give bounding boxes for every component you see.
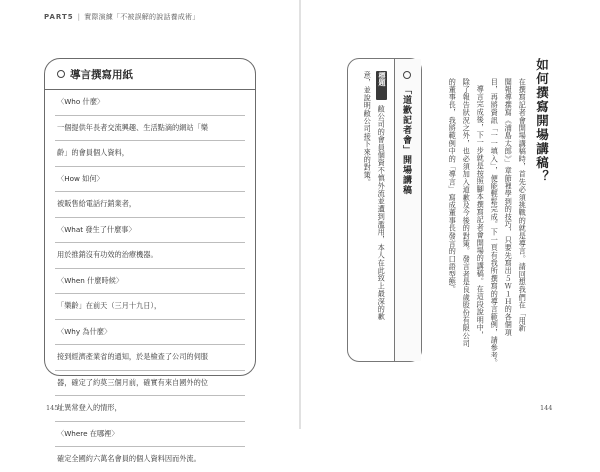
template-row-where-heading: 〈Where 在哪裡〉 — [55, 422, 245, 448]
example-text-column: 意，並說明敝公司接下來的對策。 — [363, 71, 373, 187]
body-column: 除了報告狀況之外，也必須加入道歉及今後的對策。發言者是良歲股份有限公司 — [462, 78, 472, 348]
body-column: 聞報導撰寫《浦島太郎》」章節裡學到的技巧，只要先寫出５Ｗ１Ｈ的各個項 — [504, 78, 514, 337]
template-title: 導言撰寫用紙 — [70, 68, 133, 81]
template-row-why-heading: 〈Why 為什麼〉 — [55, 320, 245, 346]
template-row: 器，確定了約莫三個月前，確實有來自國外的位 — [55, 371, 245, 397]
chapter-title: 實際演練「不被誤解的說話養成術」 — [84, 13, 200, 21]
template-row-how-heading: 〈How 如何〉 — [55, 167, 245, 193]
template-row: 齡」的會員個人資料， — [55, 141, 245, 167]
template-row: 一個提供年長者交流興趣、生活點滴的網站「樂 — [55, 116, 245, 142]
template-row: 址異常登入的情形， — [55, 396, 245, 422]
template-row: 接到經濟產業省的通知，於是檢查了公司的伺服 — [55, 345, 245, 371]
title-tag-label: 標題 — [378, 72, 386, 86]
template-row: 被販售給電話行銷業者， — [55, 192, 245, 218]
template-row-when-heading: 〈When 什麼時候〉 — [55, 269, 245, 295]
left-page-number: 145 — [46, 404, 59, 412]
body-column: 在撰寫記者會開場講稿時，首先必須挑戰的就是導言。請回想我們在「用新 — [518, 78, 528, 333]
template-row: 用於推銷沒有功效的治療機器。 — [55, 243, 245, 269]
body-column: 目，再將資訊「一一填入」，便能輕鬆完成。下一頁有我所撰寫的導言範例，請參考。 — [490, 78, 500, 367]
running-header: PART5 | 實際演練「不被誤解的說話養成術」 — [44, 13, 200, 21]
apology-speech-example-box — [347, 58, 422, 362]
section-question-title: 如何撰寫開場講稿？ — [534, 58, 550, 184]
page-gutter — [299, 0, 301, 429]
template-row: 確定全國約六萬名會員的個人資料因而外流。 — [57, 454, 201, 464]
template-row-what-heading: 〈What 發生了什麼事〉 — [55, 218, 245, 244]
body-column: 的董事長，我將範例中的「導言」寫成董事長發言的口語型態。 — [448, 78, 458, 294]
circle-bullet-icon — [403, 71, 411, 79]
part-label: PART5 — [44, 13, 74, 21]
title-tag — [376, 71, 387, 100]
circle-bullet-icon — [57, 70, 65, 78]
right-page-number: 144 — [540, 404, 553, 412]
example-text-column: 敝公司的會員個資不慎外流並遭到濫用，本人在此致上最深的歉 — [377, 105, 387, 321]
template-row: 「樂齡」在前天（三月十九日）， — [55, 294, 245, 320]
template-header — [45, 59, 255, 90]
template-rows — [45, 90, 255, 472]
body-column: 導言完成後，下一步就是按照腳本撰寫記者會開場的講稿。在這段說明中， — [476, 85, 486, 340]
template-row-who-heading: 〈Who 什麼〉 — [55, 90, 245, 116]
example-title: 「道歉記者會」開場講稿 — [401, 85, 411, 195]
